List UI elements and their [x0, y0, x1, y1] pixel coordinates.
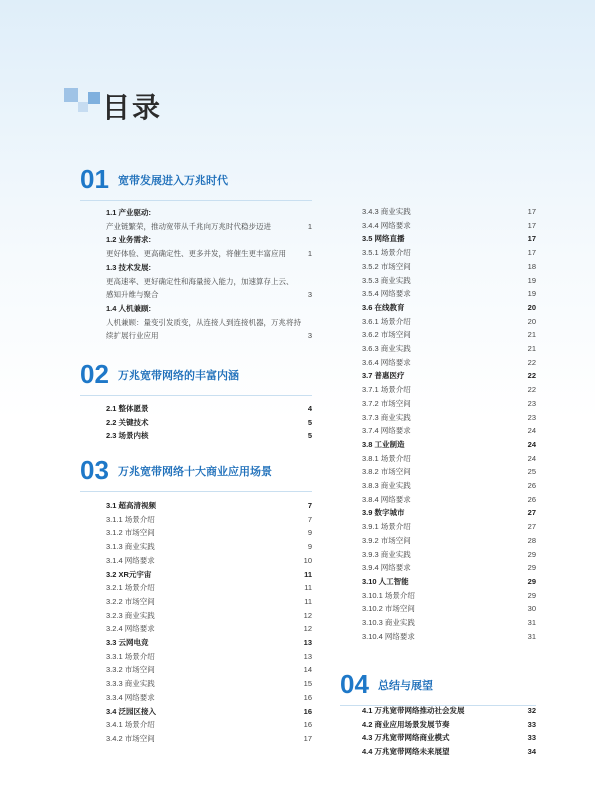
toc-page-number: 31 — [527, 631, 536, 641]
toc-page-number: 10 — [303, 555, 312, 565]
toc-page-number: 26 — [527, 481, 536, 491]
toc-entry[interactable] — [106, 691, 312, 705]
toc-entry-label: 3.2 XR元宇宙 — [106, 569, 152, 579]
toc-entry-label: 人机兼顾：量变引发质变，从连接人到连接机器，万兆将持 — [106, 317, 301, 327]
section-header — [80, 360, 312, 388]
toc-entry[interactable] — [106, 499, 312, 513]
toc-page-number: 28 — [527, 535, 536, 545]
section-title: 宽带发展进入万兆时代 — [118, 175, 228, 187]
toc-entry-label: 3.8.2 市场空间 — [362, 467, 411, 477]
toc-page-number: 16 — [303, 692, 312, 702]
toc-entry[interactable] — [106, 554, 312, 568]
toc-page-number: 24 — [527, 426, 536, 436]
toc-entry[interactable] — [362, 219, 536, 233]
toc-entry-label: 4.1 万兆宽带网络推动社会发展 — [362, 706, 465, 715]
toc-entry-label: 产业链繁荣，推动宽带从千兆向万兆时代稳步迈进 — [106, 221, 271, 231]
toc-entry[interactable] — [362, 328, 536, 342]
toc-entry[interactable] — [362, 452, 536, 466]
toc-entry-label: 更高速率、更好确定性和海量接入能力，加速算存上云、 — [106, 276, 294, 286]
page-title: 目录 — [102, 92, 163, 123]
toc-entry-label: 3.3 云网电竞 — [106, 638, 149, 648]
section-header — [80, 456, 312, 484]
toc-entry-label: 3.8.1 场景介绍 — [362, 453, 411, 463]
toc-page-number: 20 — [527, 316, 536, 326]
toc-page-number: 29 — [527, 576, 536, 586]
toc-entry[interactable] — [362, 718, 536, 732]
toc-entry[interactable] — [362, 424, 536, 438]
toc-section-02 — [80, 359, 312, 441]
decor-square-icon — [64, 88, 78, 102]
toc-entry[interactable] — [362, 356, 536, 370]
toc-page-number: 11 — [304, 596, 312, 606]
toc-page-number: 23 — [527, 398, 536, 408]
toc-page-number: 24 — [527, 453, 536, 463]
toc-entry[interactable] — [362, 731, 536, 745]
section-divider — [80, 200, 312, 201]
toc-entry-label: 3.3.3 商业实践 — [106, 679, 155, 689]
toc-page-number: 13 — [303, 638, 312, 648]
toc-page-number: 5 — [307, 431, 312, 441]
toc-entry[interactable] — [106, 732, 312, 746]
toc-entry-label: 1.2 业务需求: — [106, 235, 152, 245]
toc-entry[interactable] — [362, 479, 536, 493]
toc-page-number: 29 — [527, 549, 536, 559]
toc-page-number: 13 — [303, 651, 312, 661]
toc-entry[interactable] — [362, 506, 536, 520]
toc-page-number: 20 — [527, 302, 536, 312]
toc-entry-label: 3.9.2 市场空间 — [362, 535, 411, 545]
toc-entries — [106, 402, 312, 443]
toc-page-number: 16 — [303, 720, 312, 730]
toc-entry[interactable] — [362, 411, 536, 425]
section-title: 万兆宽带网络十大商业应用场景 — [118, 466, 272, 478]
toc-page-number: 18 — [527, 261, 536, 271]
toc-section-04 — [340, 669, 536, 757]
toc-entry-label: 3.10.4 网络要求 — [362, 631, 415, 641]
toc-entry-label: 3.3.2 市场空间 — [106, 665, 155, 675]
toc-entry[interactable] — [362, 246, 536, 260]
toc-entry[interactable] — [362, 548, 536, 562]
section-divider — [80, 395, 312, 396]
toc-entry-label: 3.3.1 场景介绍 — [106, 651, 155, 661]
toc-page-number: 23 — [527, 412, 536, 422]
toc-page-number: 12 — [303, 624, 312, 634]
toc-entry-label: 2.1 整体愿景 — [106, 404, 149, 413]
toc-entry[interactable] — [362, 287, 536, 301]
toc-page-number: 32 — [527, 706, 536, 715]
toc-entry[interactable] — [106, 288, 312, 302]
toc-page-number: 16 — [303, 706, 312, 716]
toc-page-number: 19 — [527, 275, 536, 285]
decor-square-icon — [88, 92, 100, 104]
toc-page-number: 17 — [527, 207, 536, 216]
toc-entry[interactable] — [362, 232, 536, 246]
toc-page-number: 26 — [527, 494, 536, 504]
toc-page-number: 21 — [527, 344, 536, 354]
toc-entry[interactable] — [106, 595, 312, 609]
toc-entry-label: 3.1.4 网络要求 — [106, 555, 155, 565]
toc-entry[interactable] — [106, 513, 312, 527]
toc-page-number: 33 — [527, 733, 536, 743]
toc-entry[interactable] — [362, 630, 536, 644]
toc-entry[interactable] — [106, 677, 312, 691]
toc-entry-label: 3.2.4 网络要求 — [106, 624, 155, 634]
toc-page-number: 19 — [527, 289, 536, 299]
toc-entry-label: 3.4.4 网络要求 — [362, 220, 411, 230]
toc-entries — [106, 499, 312, 746]
section-header — [80, 165, 312, 193]
toc-entries — [106, 206, 312, 343]
toc-entry[interactable] — [106, 261, 312, 275]
toc-entry-label: 3.9.1 场景介绍 — [362, 522, 411, 532]
toc-entries-continued — [362, 205, 536, 644]
toc-entry[interactable] — [362, 315, 536, 329]
toc-entry[interactable] — [106, 206, 312, 220]
toc-entry[interactable] — [106, 329, 312, 343]
toc-entry-label: 3.7.2 市场空间 — [362, 398, 411, 408]
toc-entry[interactable] — [106, 416, 312, 430]
toc-entry-label: 3.4.2 市场空间 — [106, 733, 155, 743]
toc-entry[interactable] — [362, 602, 536, 616]
toc-entry-label: 3.9.3 商业实践 — [362, 549, 411, 559]
toc-page-number: 15 — [303, 679, 312, 689]
toc-page-number: 12 — [303, 610, 312, 620]
toc-page-number: 24 — [527, 439, 536, 449]
toc-entry[interactable] — [362, 260, 536, 274]
toc-entry[interactable] — [362, 520, 536, 534]
toc-entry-label: 更好体验、更高确定性、更多并发，将催生更丰富应用 — [106, 249, 286, 259]
toc-entry[interactable] — [362, 301, 536, 315]
toc-entry-label: 3.10.2 市场空间 — [362, 604, 415, 614]
section-number: 01 — [80, 164, 109, 194]
toc-entry[interactable] — [106, 275, 312, 289]
toc-entry[interactable] — [106, 568, 312, 582]
toc-entry-label: 感知升维与聚合 — [106, 290, 159, 300]
toc-entry[interactable] — [362, 616, 536, 630]
toc-entry-label: 3.5 网络直播 — [362, 234, 405, 244]
toc-entry-label: 3.4.3 商业实践 — [362, 207, 411, 216]
toc-page-number: 3 — [307, 290, 312, 300]
section-number: 03 — [80, 455, 109, 485]
toc-entry-label: 3.6 在线教育 — [362, 302, 405, 312]
toc-entry[interactable] — [106, 718, 312, 732]
section-number: 04 — [340, 669, 369, 699]
toc-section-01 — [80, 164, 312, 341]
toc-page-number: 34 — [527, 747, 536, 757]
section-header — [340, 670, 536, 698]
toc-entry[interactable] — [106, 247, 312, 261]
toc-entry-label: 3.10 人工智能 — [362, 576, 409, 586]
toc-page-number: 30 — [527, 604, 536, 614]
toc-page-number: 27 — [527, 508, 536, 518]
toc-entry-label: 3.10.1 场景介绍 — [362, 590, 415, 600]
toc-page-number: 17 — [303, 733, 312, 743]
toc-entry[interactable] — [362, 438, 536, 452]
toc-entry-label: 续扩展行业应用 — [106, 331, 159, 341]
toc-page-number: 17 — [527, 220, 536, 230]
toc-page-number: 14 — [303, 665, 312, 675]
toc-entry[interactable] — [362, 465, 536, 479]
toc-page-number: 17 — [527, 234, 536, 244]
toc-entry[interactable] — [106, 302, 312, 316]
toc-entry-label: 3.10.3 商业实践 — [362, 618, 415, 628]
section-divider — [80, 491, 312, 492]
toc-page-number: 11 — [304, 569, 312, 579]
toc-entry[interactable] — [106, 705, 312, 719]
toc-page-number: 9 — [307, 528, 312, 538]
section-title: 总结与展望 — [378, 680, 433, 692]
toc-entry[interactable] — [106, 663, 312, 677]
toc-page-number: 21 — [527, 330, 536, 340]
toc-entry[interactable] — [106, 650, 312, 664]
toc-page-number: 22 — [527, 385, 536, 395]
toc-entry-label: 3.9 数字城市 — [362, 508, 405, 518]
toc-page-number: 1 — [307, 249, 312, 259]
toc-page-number: 25 — [527, 467, 536, 477]
toc-entry-label: 2.2 关键技术 — [106, 417, 149, 427]
toc-entry-label: 3.2.3 商业实践 — [106, 610, 155, 620]
toc-page-number: 33 — [527, 719, 536, 729]
toc-entry-label: 3.7.1 场景介绍 — [362, 385, 411, 395]
toc-entry-label: 3.1 超高清视频 — [106, 501, 157, 510]
toc-entry[interactable] — [106, 540, 312, 554]
toc-entry-label: 4.4 万兆宽带网络未来展望 — [362, 747, 450, 757]
toc-entry[interactable] — [106, 609, 312, 623]
toc-entry-label: 4.2 商业应用场景发展节奏 — [362, 719, 450, 729]
toc-entry-label: 3.6.1 场景介绍 — [362, 316, 411, 326]
toc-page-number: 29 — [527, 563, 536, 573]
section-title: 万兆宽带网络的丰富内涵 — [118, 370, 239, 382]
toc-entry-label: 3.2.2 市场空间 — [106, 596, 155, 606]
toc-page-number: 22 — [527, 371, 536, 381]
toc-entry-label: 3.7 普惠医疗 — [362, 371, 405, 381]
toc-entry[interactable] — [106, 429, 312, 443]
toc-entry-label: 3.2.1 场景介绍 — [106, 583, 155, 593]
toc-entry-label: 3.5.2 市场空间 — [362, 261, 411, 271]
toc-entry[interactable] — [106, 402, 312, 416]
toc-entry[interactable] — [106, 220, 312, 234]
toc-entry-label: 3.5.3 商业实践 — [362, 275, 411, 285]
toc-entry[interactable] — [362, 274, 536, 288]
toc-entry[interactable] — [362, 493, 536, 507]
toc-entry[interactable] — [106, 526, 312, 540]
toc-entry[interactable] — [106, 622, 312, 636]
toc-entry[interactable] — [362, 534, 536, 548]
toc-entry-label: 4.3 万兆宽带网络商业模式 — [362, 733, 450, 743]
toc-entry-label: 3.4 泛园区接入 — [106, 706, 157, 716]
toc-entry-label: 3.8.4 网络要求 — [362, 494, 411, 504]
toc-entry[interactable] — [362, 745, 536, 759]
toc-entry-label: 2.3 场景内核 — [106, 431, 149, 441]
toc-entry[interactable] — [362, 369, 536, 383]
toc-entry-label: 3.7.3 商业实践 — [362, 412, 411, 422]
toc-entry[interactable] — [362, 575, 536, 589]
toc-entry-label: 3.6.2 市场空间 — [362, 330, 411, 340]
toc-page-number: 7 — [307, 514, 312, 524]
toc-entries — [362, 704, 536, 759]
toc-entry[interactable] — [106, 316, 312, 330]
toc-page-number: 4 — [307, 404, 312, 413]
toc-entry-label: 1.1 产业驱动: — [106, 208, 152, 217]
toc-entry-label: 1.3 技术发展: — [106, 262, 152, 272]
toc-page-number: 7 — [307, 501, 312, 510]
toc-entry-label: 3.6.4 网络要求 — [362, 357, 411, 367]
toc-entry-label: 1.4 人机兼顾: — [106, 303, 152, 313]
toc-entry-label: 3.1.2 市场空间 — [106, 528, 155, 538]
toc-entry-label: 3.3.4 网络要求 — [106, 692, 155, 702]
toc-entry[interactable] — [106, 636, 312, 650]
toc-entry[interactable] — [106, 581, 312, 595]
toc-entry-label: 3.9.4 网络要求 — [362, 563, 411, 573]
toc-page-number: 5 — [307, 417, 312, 427]
toc-page-number: 29 — [527, 590, 536, 600]
toc-entry-label: 3.5.4 网络要求 — [362, 289, 411, 299]
toc-entry[interactable] — [362, 704, 536, 718]
toc-entry-label: 3.7.4 网络要求 — [362, 426, 411, 436]
decor-square-icon — [78, 102, 88, 112]
toc-entry-label: 3.1.1 场景介绍 — [106, 514, 155, 524]
section-number: 02 — [80, 359, 109, 389]
toc-page-number: 22 — [527, 357, 536, 367]
toc-page-number: 11 — [304, 583, 312, 593]
toc-page-number: 9 — [307, 542, 312, 552]
toc-entry-label: 3.1.3 商业实践 — [106, 542, 155, 552]
toc-entry[interactable] — [362, 589, 536, 603]
toc-page-number: 27 — [527, 522, 536, 532]
toc-entry[interactable] — [362, 561, 536, 575]
toc-entry[interactable] — [362, 397, 536, 411]
toc-entry[interactable] — [106, 233, 312, 247]
toc-page-number: 17 — [527, 248, 536, 258]
toc-entry-label: 3.5.1 场景介绍 — [362, 248, 411, 258]
toc-entry[interactable] — [362, 383, 536, 397]
toc-entry-label: 3.8.3 商业实践 — [362, 481, 411, 491]
toc-page-number: 31 — [527, 618, 536, 628]
toc-entry-label: 3.4.1 场景介绍 — [106, 720, 155, 730]
toc-page-number: 1 — [307, 221, 312, 231]
toc-section-03 — [80, 455, 312, 743]
toc-entry-label: 3.8 工业制造 — [362, 439, 405, 449]
toc-entry-label: 3.6.3 商业实践 — [362, 344, 411, 354]
toc-entry[interactable] — [362, 205, 536, 219]
toc-entry[interactable] — [362, 342, 536, 356]
toc-page-number: 3 — [307, 331, 312, 341]
